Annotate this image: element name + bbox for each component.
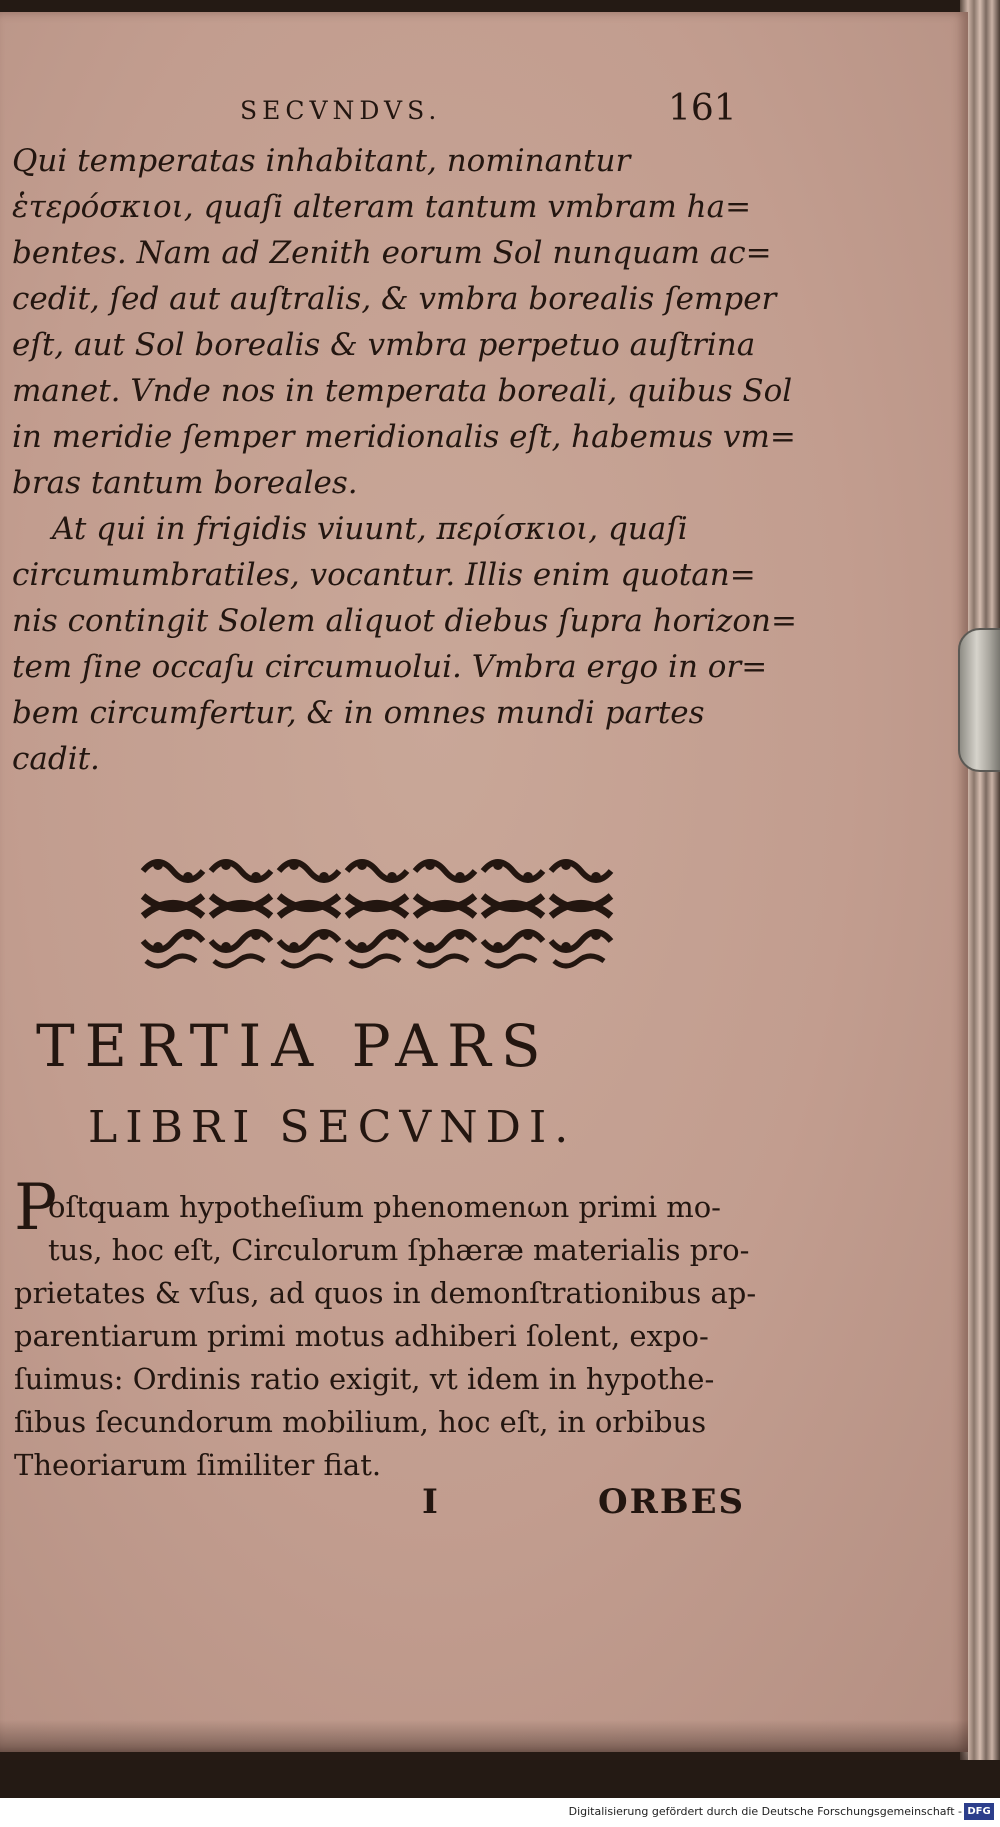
signature-mark: I [422,1482,438,1522]
printer-ornament [138,846,628,976]
text-line: cedit, ſed aut auſtralis, & vmbra borealis ſemper [12,281,777,317]
text-line: ἑτερόσκιοι, quaſi alteram tantum vmbram ha= [12,189,752,225]
text-line: bentes. Nam ad Zenith eorum Sol nunquam ac= [12,235,772,271]
italic-text-block [12,138,797,782]
text-line: parentiarum primi motus adhiberi ſolent, expo- [14,1319,709,1353]
text-line: ſibus ſecundorum mobilium, hoc eſt, in orbibus [14,1405,707,1439]
part-subtitle: LIBRI SECVNDI. [88,1102,577,1153]
text-line: Qui temperatas inhabitant, nominantur [12,143,631,179]
text-line: cadit. [12,741,100,777]
drop-capital: P [14,1171,58,1245]
text-line: ſuimus: Ordinis ratio exigit, vt idem in hypothe- [14,1362,715,1396]
text-line: Theoriarum ſimiliter fiat. [14,1448,382,1482]
page-shadow [0,1720,968,1760]
text-line: tem ſine occaſu circumuolui. Vmbra ergo in or= [12,649,768,685]
roman-text-block [14,1186,757,1487]
dfg-logo-icon: DFG [964,1803,994,1820]
text-line: bem circumfertur, & in omnes mundi partes [12,695,705,731]
footer-credit: Digitalisierung gefördert durch die Deutsche Forschungsgemeinschaft - [568,1805,962,1818]
part-title: TERTIA PARS [36,1012,551,1080]
text-line: bras tantum boreales. [12,465,358,501]
text-line: in meridie ſemper meridionalis eſt, habemus vm= [12,419,796,455]
text-line: oſtquam hypotheſium phenomenωn primi mo- [48,1190,721,1224]
text-line: tus, hoc eſt, Circulorum ſphæræ materialis pro- [48,1233,750,1267]
text-line: eſt, aut Sol borealis & vmbra perpetuo auſtrina [12,327,756,363]
text-line: nis contingit Solem aliquot diebus ſupra horizon= [12,603,797,639]
text-line: manet. Vnde nos in temperata boreali, quibus Sol [12,373,793,409]
catchword: ORBES [598,1482,746,1522]
running-head: SECVNDVS. [240,96,442,125]
book-clip [958,628,1000,772]
page-number: 161 [668,88,737,129]
text-line: At qui in frigidis viuunt, περίσκιοι, quaſi [52,511,688,547]
text-line: circumumbratiles, vocantur. Illis enim quotan= [12,557,756,593]
text-line: prietates & vſus, ad quos in demonſtrationibus ap- [14,1276,757,1310]
